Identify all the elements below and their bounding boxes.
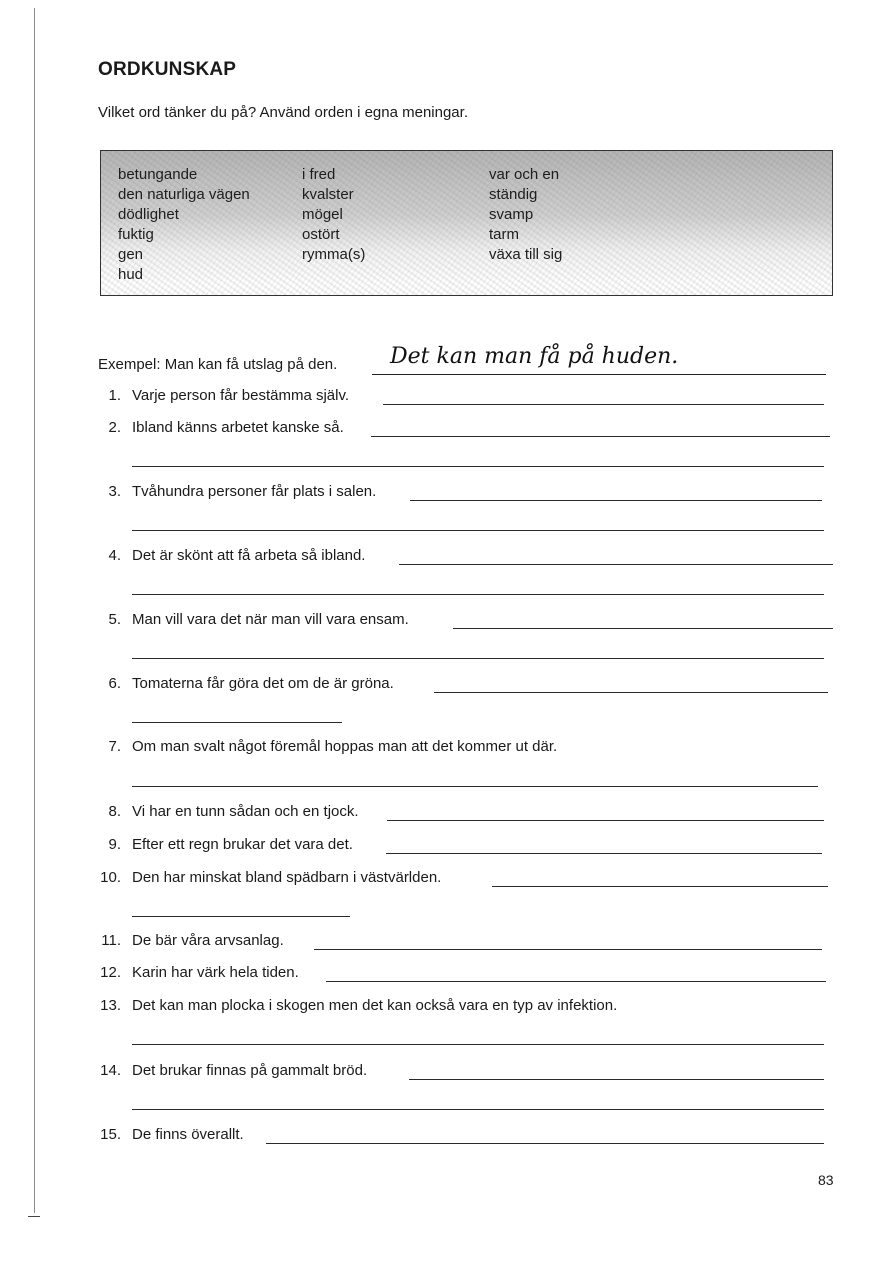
question-text: De finns överallt.: [132, 1126, 244, 1143]
example-row: [98, 344, 826, 378]
question-2: [0, 419, 893, 443]
word-bank-word: den naturliga vägen: [118, 186, 250, 203]
word-bank-word: rymma(s): [302, 246, 366, 263]
question-number: 4.: [108, 547, 121, 564]
question-text: Tomaterna får göra det om de är gröna.: [132, 675, 394, 692]
word-bank-word: hud: [118, 266, 144, 283]
answer-line[interactable]: [132, 722, 342, 723]
answer-line[interactable]: [326, 981, 826, 982]
word-bank: [100, 150, 833, 296]
answer-line[interactable]: [132, 786, 818, 787]
word-bank-column-1: [118, 165, 250, 285]
example-answer-line: [372, 374, 826, 375]
question-text: Vi har en tunn sådan och en tjock.: [132, 803, 359, 820]
question-text: Tvåhundra personer får plats i salen.: [132, 483, 377, 500]
question-number: 1.: [108, 387, 121, 404]
question-3: [0, 483, 893, 507]
question-11: [0, 932, 893, 956]
question-number: 6.: [108, 675, 121, 692]
question-number: 10.: [100, 869, 121, 886]
answer-line[interactable]: [434, 692, 828, 693]
question-12: [0, 964, 893, 988]
question-9: [0, 836, 893, 860]
question-number: 7.: [108, 738, 121, 755]
question-number: 12.: [100, 964, 121, 981]
word-bank-word: mögel: [302, 206, 343, 223]
question-1: [0, 387, 893, 411]
question-number: 14.: [100, 1062, 121, 1079]
question-text: Om man svalt något föremål hoppas man att det kommer ut där.: [132, 738, 558, 755]
answer-line[interactable]: [453, 628, 833, 629]
answer-line[interactable]: [132, 530, 824, 531]
word-bank-word: tarm: [489, 226, 519, 243]
question-number: 13.: [100, 997, 121, 1014]
question-number: 15.: [100, 1126, 121, 1143]
page-title: ORDKUNSKAP: [98, 59, 237, 80]
answer-line[interactable]: [132, 1109, 824, 1110]
word-bank-column-3: [489, 165, 562, 265]
question-4: [0, 547, 893, 571]
word-bank-column-2: [302, 165, 365, 265]
question-5: [0, 611, 893, 635]
answer-line[interactable]: [132, 466, 824, 467]
answer-line[interactable]: [132, 594, 824, 595]
margin-tick: [28, 1216, 40, 1217]
word-bank-word: gen: [118, 246, 144, 263]
question-text: Ibland känns arbetet kanske så.: [132, 419, 344, 436]
instructions: Vilket ord tänker du på? Använd orden i egna meningar.: [98, 104, 468, 121]
answer-line[interactable]: [132, 1044, 824, 1045]
answer-line[interactable]: [132, 916, 350, 917]
answer-line[interactable]: [409, 1079, 824, 1080]
answer-line[interactable]: [399, 564, 833, 565]
word-bank-word: ostört: [302, 226, 340, 243]
word-bank-word: betungande: [118, 166, 198, 183]
answer-line[interactable]: [383, 404, 824, 405]
answer-line[interactable]: [387, 820, 824, 821]
page-number: 83: [818, 1172, 834, 1188]
question-10: [0, 869, 893, 893]
answer-line[interactable]: [314, 949, 822, 950]
question-text: Det brukar finnas på gammalt bröd.: [132, 1062, 368, 1079]
question-text: Man vill vara det när man vill vara ensam.: [132, 611, 409, 628]
answer-line[interactable]: [410, 500, 822, 501]
word-bank-word: var och en: [489, 166, 560, 183]
question-number: 3.: [108, 483, 121, 500]
word-bank-word: fuktig: [118, 226, 154, 243]
answer-line[interactable]: [132, 658, 824, 659]
question-number: 8.: [108, 803, 121, 820]
word-bank-word: kvalster: [302, 186, 354, 203]
question-text: De bär våra arvsanlag.: [132, 932, 284, 949]
question-number: 5.: [108, 611, 121, 628]
question-text: Det kan man plocka i skogen men det kan också vara en typ av infektion.: [132, 997, 618, 1014]
question-text: Efter ett regn brukar det vara det.: [132, 836, 353, 853]
example-label: Exempel: Man kan få utslag på den.: [98, 356, 338, 373]
question-number: 11.: [101, 932, 121, 949]
word-bank-word: i fred: [302, 166, 336, 183]
question-number: 9.: [108, 836, 121, 853]
question-15: [0, 1126, 893, 1150]
answer-line[interactable]: [266, 1143, 824, 1144]
word-bank-word: svamp: [489, 206, 534, 223]
question-text: Det är skönt att få arbeta så ibland.: [132, 547, 366, 564]
question-8: [0, 803, 893, 827]
answer-line[interactable]: [492, 886, 828, 887]
word-bank-word: växa till sig: [489, 246, 563, 263]
question-text: Karin har värk hela tiden.: [132, 964, 299, 981]
question-text: Den har minskat bland spädbarn i västvärlden.: [132, 869, 442, 886]
word-bank-word: ständig: [489, 186, 538, 203]
answer-line[interactable]: [371, 436, 830, 437]
example-answer-handwriting: Det kan man få på huden.: [390, 344, 679, 369]
word-bank-word: dödlighet: [118, 206, 179, 223]
answer-line[interactable]: [386, 853, 822, 854]
question-14: [0, 1062, 893, 1086]
question-6: [0, 675, 893, 699]
question-13: [0, 997, 893, 1021]
question-text: Varje person får bestämma själv.: [132, 387, 350, 404]
question-7: [0, 738, 893, 762]
question-number: 2.: [108, 419, 121, 436]
